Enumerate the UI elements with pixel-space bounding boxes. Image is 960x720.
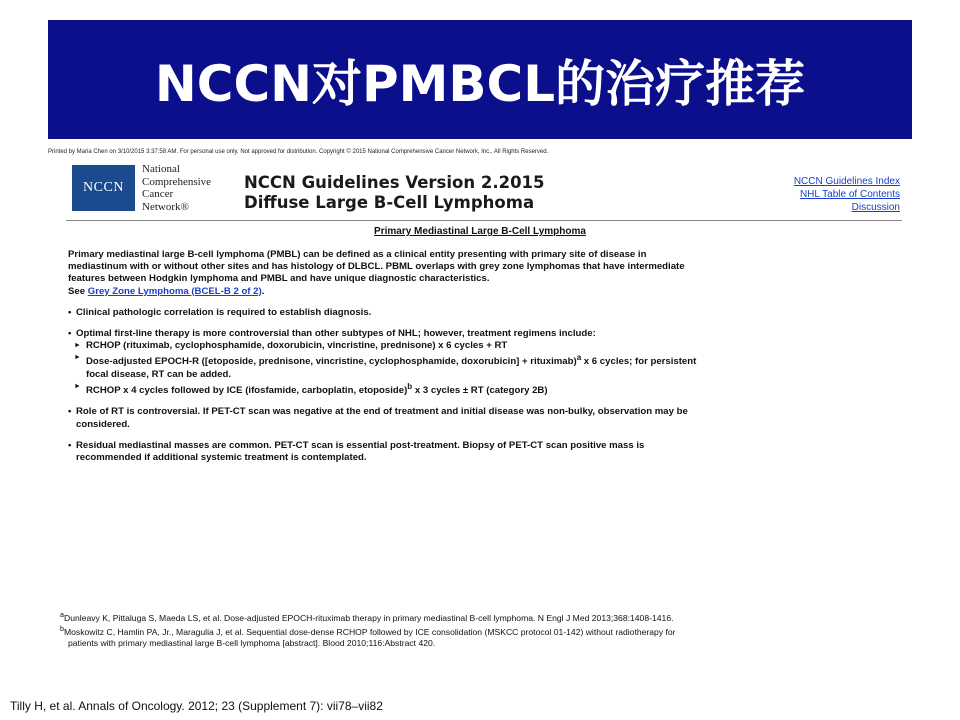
bullet-text-part: Residual mediastinal masses are common. PET-CT scan is essential post-treatment. Biopsy of PET-CT scan positive mass is [76, 439, 645, 451]
logo-word: Cancer [142, 188, 174, 200]
sub-bullet-text [86, 352, 696, 381]
intro-line: features between Hodgkin lymphoma and PMBL and have unique diagnostic characteristics. [68, 273, 490, 285]
intro-line: Primary mediastinal large B-cell lymphoma (PMBL) can be defined as a clinical entity presenting with primary site of disease in [68, 249, 647, 260]
sub-bullet-item [68, 352, 900, 381]
section-heading: Primary Mediastinal Large B-Cell Lymphoma [374, 226, 586, 237]
header-divider [66, 220, 902, 221]
nccn-index-link[interactable]: NCCN Guidelines Index [793, 176, 900, 187]
grey-zone-link[interactable]: Grey Zone Lymphoma (BCEL-B 2 of 2) [87, 285, 262, 297]
arrow-icon: ► [74, 342, 81, 350]
bullet-text [76, 440, 644, 464]
arrow-icon: ► [74, 383, 81, 391]
bullet-item [68, 328, 900, 340]
bullet-text: Optimal first-line therapy is more controversial than other subtypes of NHL; however, treatment regimens include: [76, 328, 596, 340]
guideline-title [244, 173, 545, 213]
nccn-logo-words [142, 163, 232, 213]
bullet-text: Clinical pathologic correlation is required to establish diagnosis. [76, 306, 372, 318]
logo-word: National [142, 163, 180, 175]
footnote-ref-b: b [407, 382, 413, 392]
discussion-link[interactable]: Discussion [851, 202, 900, 213]
sub-text-part: RCHOP x 4 cycles followed by ICE (ifosfamide, carboplatin, etoposide) [86, 385, 408, 397]
bullet-text-part: recommended if additional systemic treatment is contemplated. [76, 452, 367, 464]
sub-bullet-item [68, 381, 900, 397]
sub-text-part: x 3 cycles ± RT (category 2B) [412, 385, 548, 397]
slide-title-bar [48, 20, 912, 139]
guideline-version: NCCN Guidelines Version 2.2015 [244, 173, 545, 192]
printed-notice: Printed by Maria Chen on 3/10/2015 3:37:58 AM. For personal use only. Not approved for distribution. Copyright © 2015 National Comprehensive Cancer Network, Inc., All Rights Reserved. [48, 149, 549, 155]
footnotes [60, 610, 890, 649]
bullet-item [68, 406, 900, 430]
footnote-a [60, 610, 890, 624]
footnote-text: Dunleavy K, Pittaluga S, Maeda LS, et al. Dose-adjusted EPOCH-rituximab therapy in primary mediastinal B-cell lymphoma. N Engl J Med 2013;368:1408-1416. [63, 612, 674, 623]
arrow-icon: ► [74, 354, 81, 362]
intro-line: mediastinum with or without other sites and has histology of DLBCL. PBML overlaps with grey zone lymphomas that have intermediate [68, 261, 685, 273]
footnote-mark: a [60, 611, 64, 619]
footnote-text: Moskowitz C, Hamlin PA, Jr., Maragulia J, et al. Sequential dose-dense RCHOP followed by ICE consolidation (MSKCC protocol 01-142) without radiotherapy for [63, 626, 676, 637]
bullet-dot: • [68, 328, 72, 340]
see-suffix: . [261, 285, 265, 297]
bullet-dot: • [68, 439, 72, 451]
bullet-item [68, 307, 900, 319]
nhl-toc-link[interactable]: NHL Table of Contents [799, 189, 900, 200]
sub-bullet-item [68, 340, 900, 352]
sub-text-part: focal disease, RT can be added. [86, 368, 232, 380]
bullet-dot: • [68, 306, 72, 318]
guideline-body [68, 249, 900, 464]
sub-text-part: x 6 cycles; for persistent [581, 356, 697, 368]
bullet-dot: • [68, 406, 72, 418]
slide-title: NCCN对PMBCL的治疗推荐 [154, 54, 806, 113]
slide-citation: Tilly H, et al. Annals of Oncology. 2012; 23 (Supplement 7): vii78–vii82 [10, 699, 383, 713]
bullet-text-part: considered. [76, 418, 130, 430]
footnote-mark: b [60, 624, 64, 633]
sub-text-part: Dose-adjusted EPOCH-R ([etoposide, prednisone, vincristine, cyclophosphamide, doxorubicin] + rituximab) [86, 356, 577, 368]
guideline-topic: Diffuse Large B-Cell Lymphoma [244, 193, 535, 212]
sub-bullet-text [86, 381, 548, 397]
see-also-line [68, 286, 900, 298]
logo-word: Network® [142, 200, 189, 213]
nccn-logo: NCCN [72, 165, 135, 211]
guideline-nav [794, 175, 900, 214]
logo-word: Comprehensive [142, 175, 212, 188]
see-prefix: See [68, 285, 88, 297]
bullet-text-part: Role of RT is controversial. If PET-CT scan was negative at the end of treatment and initial disease was non-bulky, observation may be [76, 406, 688, 418]
footnote-b-cont: patients with primary mediastinal large B-cell lymphoma [abstract]. Blood 2010;116:Abstract 420. [68, 637, 436, 648]
bullet-text [76, 406, 688, 430]
footnote-ref-a: a [576, 353, 582, 363]
bullet-item [68, 440, 900, 464]
footnote-b [60, 624, 890, 638]
sub-bullet-text: RCHOP (rituximab, cyclophosphamide, doxorubicin, vincristine, prednisone) x 6 cycles + RT [86, 340, 508, 352]
